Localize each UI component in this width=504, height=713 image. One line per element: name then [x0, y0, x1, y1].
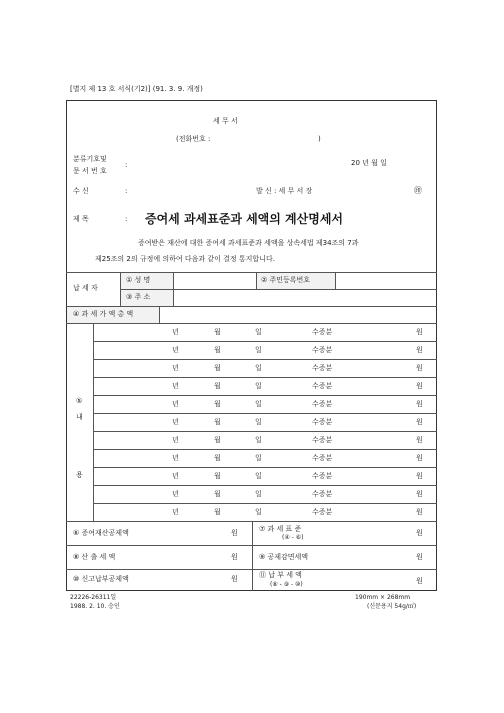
- tax-base-formula: (④ - ⑥): [282, 534, 304, 541]
- footer-paper: (신문용지 54g/㎡): [367, 603, 417, 610]
- detail-row-6-year: 년: [172, 418, 179, 426]
- detail-row-10-year: 년: [172, 490, 179, 498]
- footer-approved: 1988. 2. 10. 승인: [70, 603, 120, 610]
- detail-row-1-day: 일: [255, 328, 262, 336]
- tax-base-label: ⑦ 과 세 표 준: [259, 525, 302, 533]
- detail-row-8-portion: 수증분: [312, 454, 333, 462]
- detail-row-3-unit: 원: [416, 364, 423, 372]
- tax-base-unit: 원: [416, 529, 423, 537]
- seal-mark: ㊞: [414, 186, 422, 195]
- tax-office-name: 세 무 서: [213, 117, 238, 125]
- detail-row-1-portion: 수증분: [312, 328, 333, 336]
- detail-row-11-month: 월: [214, 508, 221, 516]
- detail-row-2-unit: 원: [416, 346, 423, 354]
- detail-row-5-day: 일: [255, 400, 262, 408]
- detail-row-10-unit: 원: [416, 490, 423, 498]
- detail-row-9-unit: 원: [416, 472, 423, 480]
- detail-row-4-year: 년: [172, 382, 179, 390]
- classification-label-1: 분류기호및: [73, 155, 107, 163]
- details-label-bottom: 용: [76, 471, 83, 479]
- detail-row-5-portion: 수증분: [312, 400, 333, 408]
- gift-deduction-unit: 원: [231, 529, 238, 537]
- body-line-1: 증여받은 재산에 대한 증여세 과세표준과 세액을 상속세법 제34조의 7과: [138, 239, 359, 247]
- detail-row-5-month: 월: [214, 400, 221, 408]
- detail-row-10-month: 월: [214, 490, 221, 498]
- subject-colon: :: [125, 215, 128, 223]
- taxpayer-label: 납 세 자: [73, 284, 98, 292]
- detail-row-8-year: 년: [172, 454, 179, 462]
- payable-tax-formula: (⑧ - ⑨ - ⑩): [270, 581, 303, 588]
- detail-row-4-portion: 수증분: [312, 382, 333, 390]
- detail-row-4-unit: 원: [416, 382, 423, 390]
- detail-row-11-year: 년: [172, 508, 179, 516]
- calculated-tax-unit: 원: [231, 553, 238, 561]
- detail-row-9-day: 일: [255, 472, 262, 480]
- sender: 발 신 : 세 무 서 장: [256, 187, 313, 195]
- body-line-2: 제25조의 2의 규정에 의하여 다음과 같이 결정 통지합니다.: [95, 255, 275, 263]
- detail-row-2-portion: 수증분: [312, 346, 333, 354]
- detail-row-6-portion: 수증분: [312, 418, 333, 426]
- detail-row-9-year: 년: [172, 472, 179, 480]
- phone-label: (전화번호 :: [176, 135, 211, 143]
- detail-row-8-month: 월: [214, 454, 221, 462]
- detail-row-6-month: 월: [214, 418, 221, 426]
- details-label-num: ⑤: [76, 397, 83, 405]
- detail-row-5-unit: 원: [416, 400, 423, 408]
- taxpayer-address-label: ③ 주 소: [126, 293, 151, 301]
- detail-row-2-month: 월: [214, 346, 221, 354]
- detail-row-11-unit: 원: [416, 508, 423, 516]
- detail-row-3-day: 일: [255, 364, 262, 372]
- gift-deduction-label: ⑥ 증여재산공제액: [73, 529, 129, 537]
- detail-row-7-month: 월: [214, 436, 221, 444]
- detail-row-2-year: 년: [172, 346, 179, 354]
- document-title: 증여세 과세표준과 세액의 계산명세서: [145, 212, 344, 226]
- detail-row-8-day: 일: [255, 454, 262, 462]
- detail-row-2-day: 일: [255, 346, 262, 354]
- form-header: [별지 제 13 호 서식(기2)] (91. 3. 9. 개정): [70, 85, 203, 93]
- taxpayer-name-label: ① 성 명: [126, 276, 151, 284]
- detail-row-7-year: 년: [172, 436, 179, 444]
- subject-label: 제 목: [73, 215, 89, 223]
- detail-row-8-unit: 원: [416, 454, 423, 462]
- tax-reduction-unit: 원: [416, 553, 423, 561]
- detail-row-11-day: 일: [255, 508, 262, 516]
- detail-row-4-month: 월: [214, 382, 221, 390]
- detail-row-6-day: 일: [255, 418, 262, 426]
- detail-row-1-year: 년: [172, 328, 179, 336]
- detail-row-9-portion: 수증분: [312, 472, 333, 480]
- calculated-tax-label: ⑧ 산 출 세 액: [73, 553, 116, 561]
- detail-row-10-day: 일: [255, 490, 262, 498]
- footer-size: 190mm × 268mm: [355, 594, 411, 601]
- resident-id-label: ② 주민등록번호: [261, 276, 311, 284]
- detail-row-6-unit: 원: [416, 418, 423, 426]
- recipient-label: 수 신: [73, 187, 89, 195]
- phone-close: ): [318, 135, 321, 143]
- footer-code: 22226-26311일: [70, 594, 117, 601]
- detail-row-1-month: 월: [214, 328, 221, 336]
- detail-row-9-month: 월: [214, 472, 221, 480]
- recipient-colon: :: [125, 187, 128, 195]
- detail-row-7-portion: 수증분: [312, 436, 333, 444]
- total-taxable-label: ④ 과 세 가 액 총 액: [73, 310, 134, 318]
- payable-tax-label: ⑪ 납 부 세 액: [259, 571, 302, 579]
- detail-row-11-portion: 수증분: [312, 508, 333, 516]
- detail-row-5-year: 년: [172, 400, 179, 408]
- detail-row-3-portion: 수증분: [312, 364, 333, 372]
- detail-row-1-unit: 원: [416, 328, 423, 336]
- detail-row-4-day: 일: [255, 382, 262, 390]
- detail-row-3-year: 년: [172, 364, 179, 372]
- payable-tax-unit: 원: [416, 577, 423, 585]
- details-label-top: 내: [76, 413, 83, 421]
- detail-row-10-portion: 수증분: [312, 490, 333, 498]
- report-deduction-unit: 원: [231, 575, 238, 583]
- detail-row-3-month: 월: [214, 364, 221, 372]
- form-frame: [66, 100, 437, 591]
- detail-row-7-day: 일: [255, 436, 262, 444]
- report-deduction-label: ⑩ 신고납부공제액: [73, 575, 129, 583]
- classification-colon: :: [125, 161, 128, 169]
- classification-label-2: 문 서 번 호: [73, 167, 107, 175]
- detail-row-7-unit: 원: [416, 436, 423, 444]
- document-date: 20 년 월 일: [351, 159, 387, 167]
- tax-reduction-label: ⑨ 공제감면세액: [259, 553, 309, 561]
